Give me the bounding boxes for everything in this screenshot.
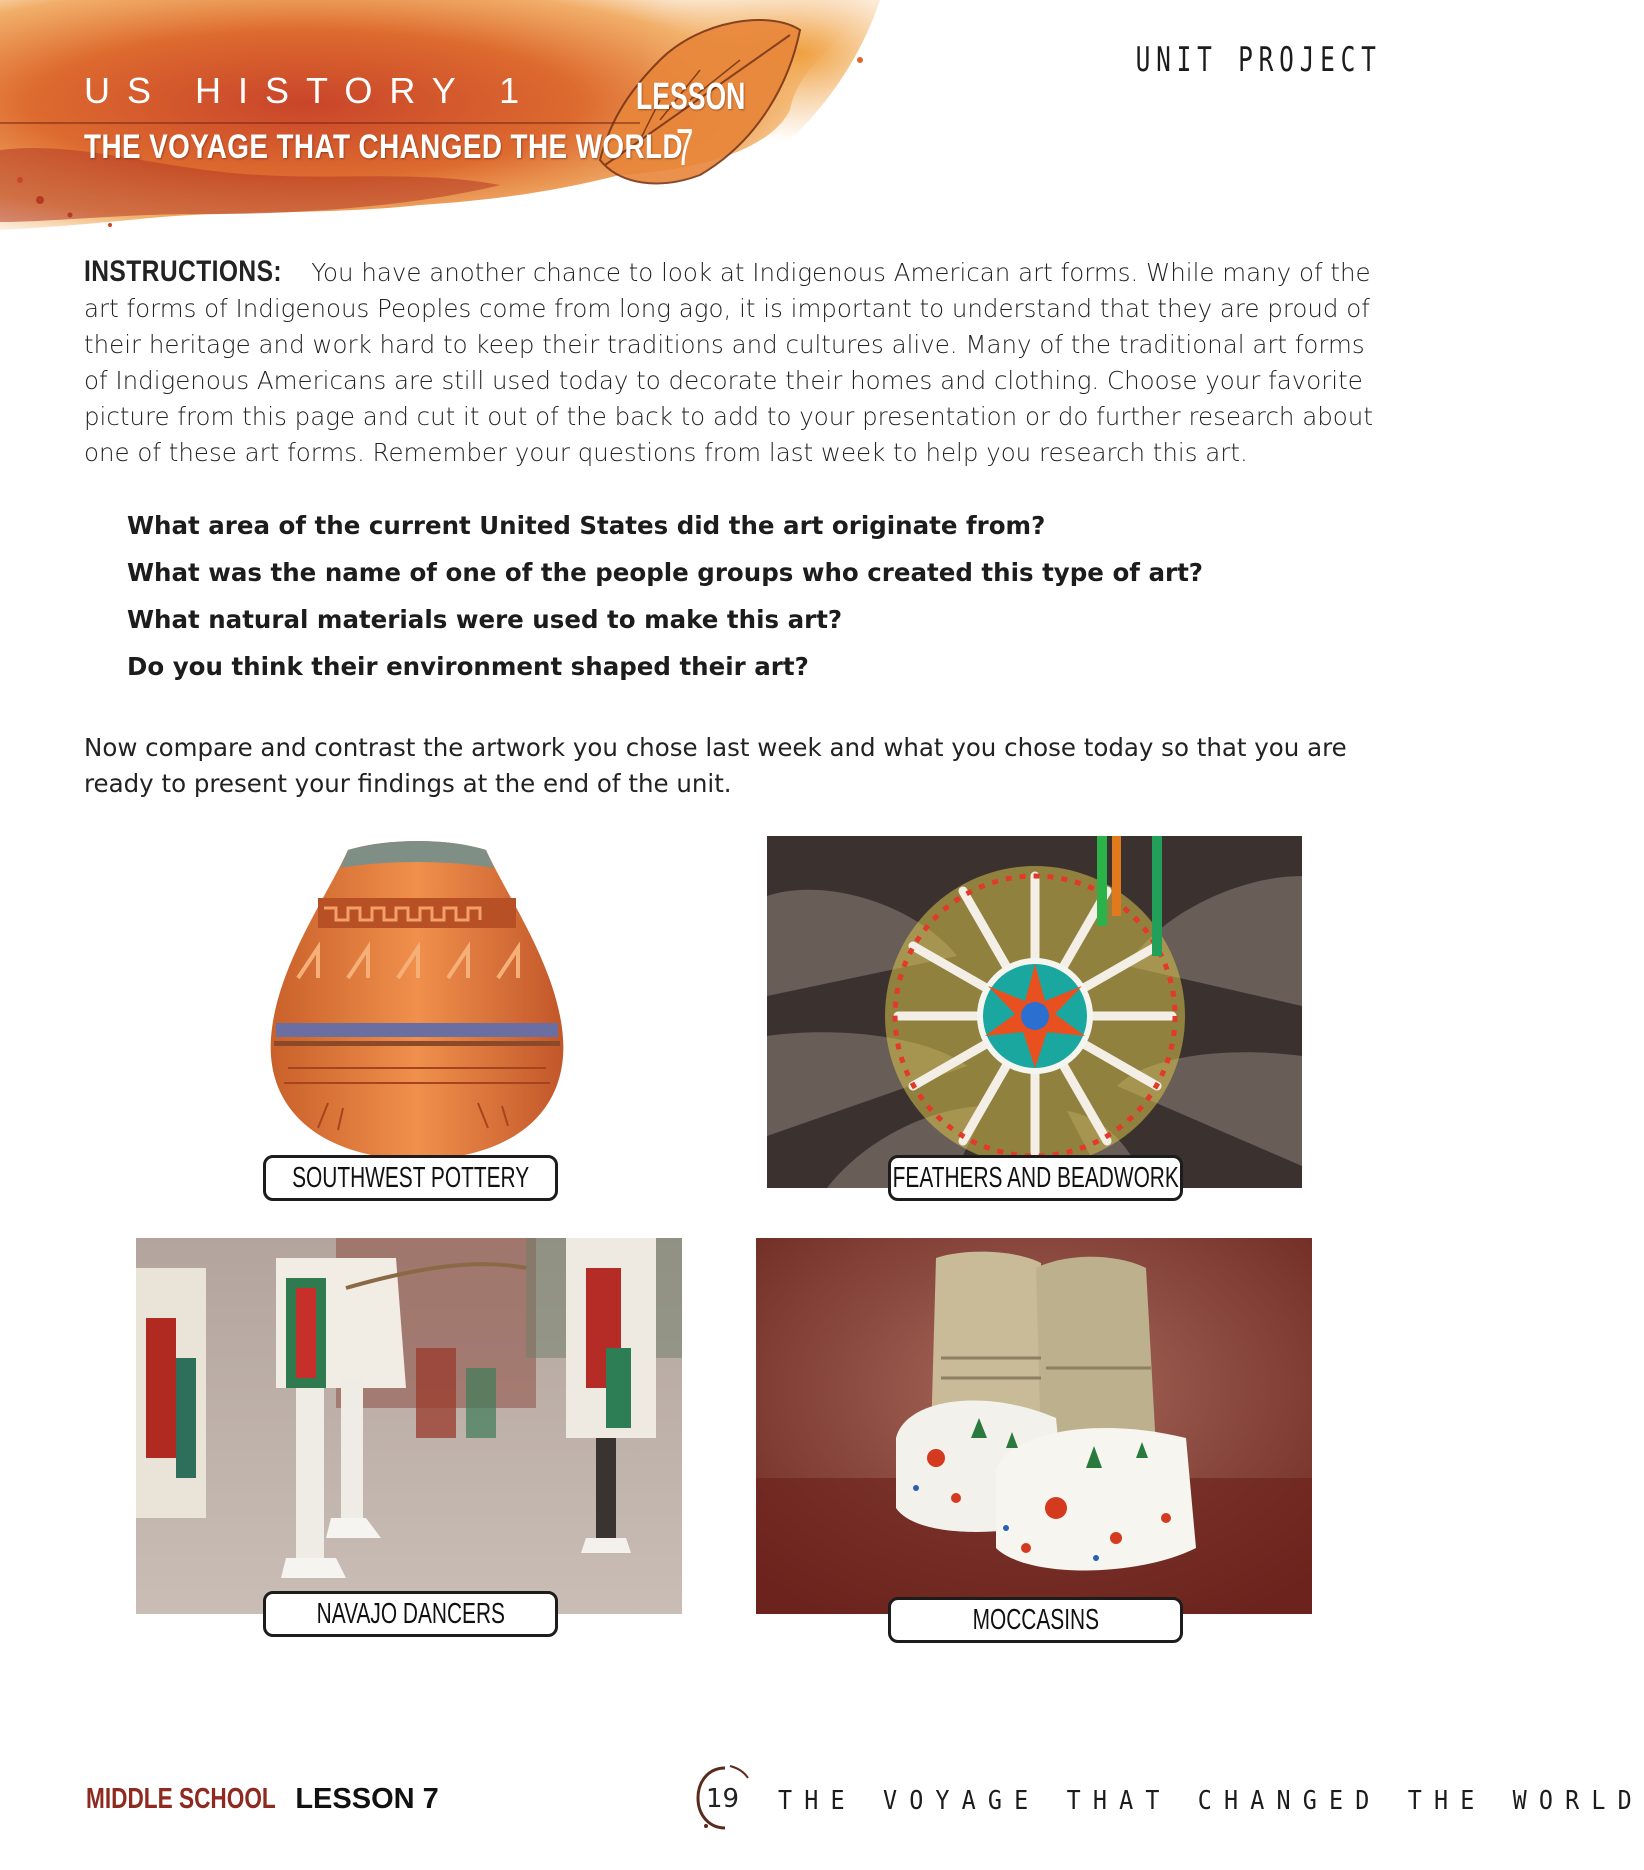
banner-rule: [0, 122, 640, 124]
caption-moccasins: [888, 1597, 1183, 1643]
lesson-number: 7: [676, 119, 694, 177]
page-number: 19: [706, 1784, 740, 1814]
caption-text-moccasins: MOCCASINS: [972, 1603, 1099, 1636]
footer-lesson: LESSON 7: [295, 1783, 439, 1815]
footer-middle-school: MIDDLE SCHOOL: [86, 1783, 276, 1815]
caption-feathers-beadwork: [888, 1155, 1183, 1201]
pottery-photo: [258, 838, 576, 1168]
unit-project-label: UNIT PROJECT: [1136, 40, 1382, 80]
lesson-label: LESSON: [636, 76, 746, 118]
caption-navajo-dancers: [263, 1591, 558, 1637]
question-2: What was the name of one of the people groups who created this type of art?: [127, 558, 1204, 587]
question-4: Do you think their environment shaped their art?: [127, 652, 809, 681]
instructions-text: You have another chance to look at Indigenous American art forms. While many of the art forms of Indigenous Peoples come from long ago, it is important to understand that they are proud of their heritage and work hard to keep their traditions and cultures alive. Many of the traditional art forms of Indigenous Americans are still used today to decorate their homes and clothing. Choose your favorite picture from this page and cut it out of the back to add to your presentation or do further research about one of these art forms. Remember your questions from last week to help you research this art.: [84, 258, 1373, 467]
instructions-lead: INSTRUCTIONS:: [84, 255, 283, 288]
question-3: What natural materials were used to make this art?: [127, 605, 843, 634]
footer-unit-title: THE VOYAGE THAT CHANGED THE WORLD: [778, 1786, 1644, 1816]
watercolor-banner: [0, 0, 900, 250]
footer-grade-lesson: [86, 1783, 439, 1816]
unit-title: THE VOYAGE THAT CHANGED THE WORLD: [84, 128, 684, 166]
research-questions: [127, 506, 1203, 694]
feathers-photo: [767, 836, 1302, 1188]
question-1: What area of the current United States did the art originate from?: [127, 511, 1046, 540]
caption-text-pottery: SOUTHWEST POTTERY: [291, 1161, 530, 1194]
compare-paragraph: Now compare and contrast the artwork you chose last week and what you chose today so that you are ready to present your findings at the end of the unit.: [84, 733, 1347, 798]
series-title: US HISTORY 1: [84, 70, 537, 111]
moccasins-photo: [756, 1238, 1312, 1614]
caption-text-feathers: FEATHERS AND BEADWORK: [892, 1161, 1179, 1194]
instructions-paragraph: [84, 254, 1384, 471]
dancers-photo: [136, 1238, 682, 1614]
caption-southwest-pottery: [263, 1155, 558, 1201]
caption-text-dancers: NAVAJO DANCERS: [316, 1597, 505, 1630]
